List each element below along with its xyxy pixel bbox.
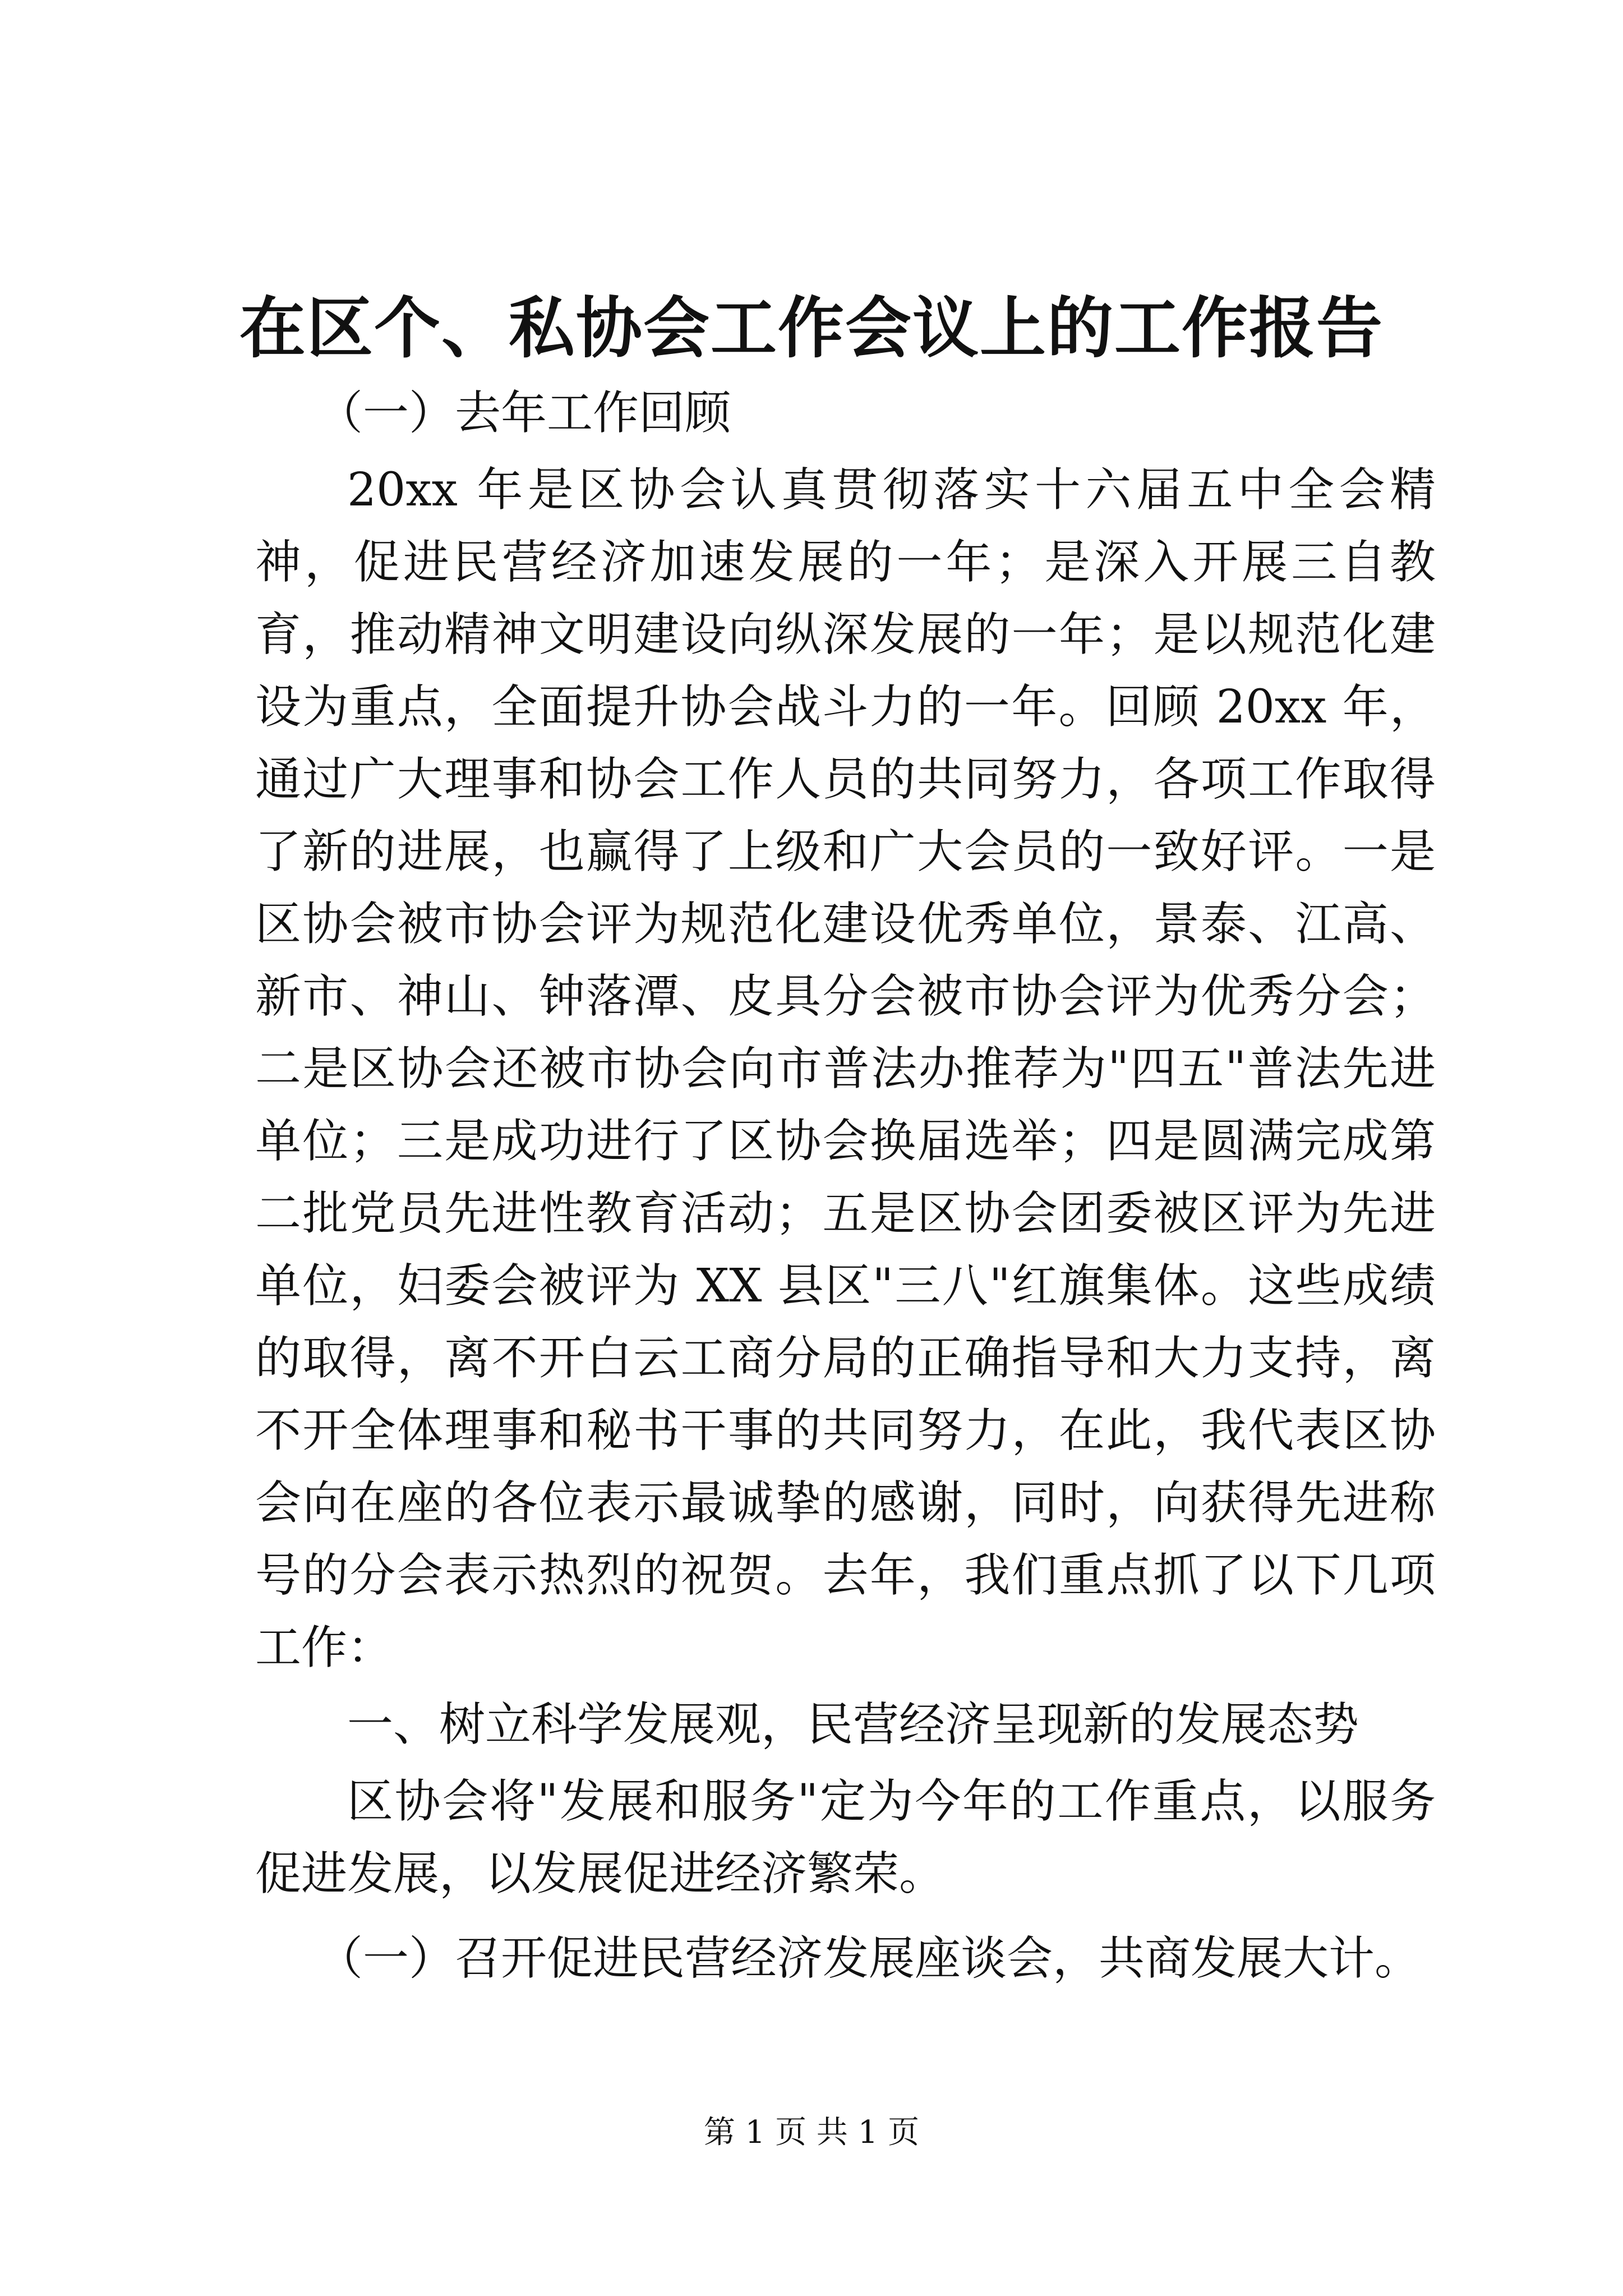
section-heading-review: （一）去年工作回顾 — [317, 386, 731, 440]
section-heading-development: 一、树立科学发展观，民营经济呈现新的发展态势 — [347, 1698, 1359, 1751]
subsection-heading-forum: （一）召开促进民营经济发展座谈会，共商发展大计。 — [317, 1932, 1421, 1985]
document-title: 在区个、私协会工作会议上的工作报告 — [239, 289, 1384, 367]
paragraph-development-focus: 区协会将"发展和服务"定为今年的工作重点，以服务促进发展，以发展促进经济繁荣。 — [255, 1775, 1436, 1901]
page-footer: 第 1 页 共 1 页 — [703, 2114, 920, 2151]
document-body — [255, 377, 1436, 1999]
paragraph-review-summary: 20xx 年是区协会认真贯彻落实十六届五中全会精神，促进民营经济加速发展的一年；是深入开展三自教育，推动精神文明建设向纵深发展的一年；是以规范化建设为重点，全面提升协会战斗力的一年。回顾 20xx 年，通过广大理事和协会工作人员的共同努力，各项工作取得了新的进展，也赢得了上级和广大会员的一致好评。一是区协会被市协会评为规范化建设优秀单位，景泰、江高、新市、神山、钟落潭、皮具分会被市协会评为优秀分会；二是区协会还被市协会向市普法办推荐为"四五"普法先进单位；三是成功进行了区协会换届选举；四是圆满完成第二批党员先进性教育活动；五是区协会团委被区评为先进单位，妇委会被评为 XX 县区"三八"红旗集体。这些成绩的取得，离不开白云工商分局的正确指导和大力支持，离不开全体理事和秘书干事的共同努力，在此，我代表区协会向在座的各位表示最诚挚的感谢，同时，向获得先进称号的分会表示热烈的祝贺。去年，我们重点抓了以下几项工作： — [255, 463, 1436, 1674]
